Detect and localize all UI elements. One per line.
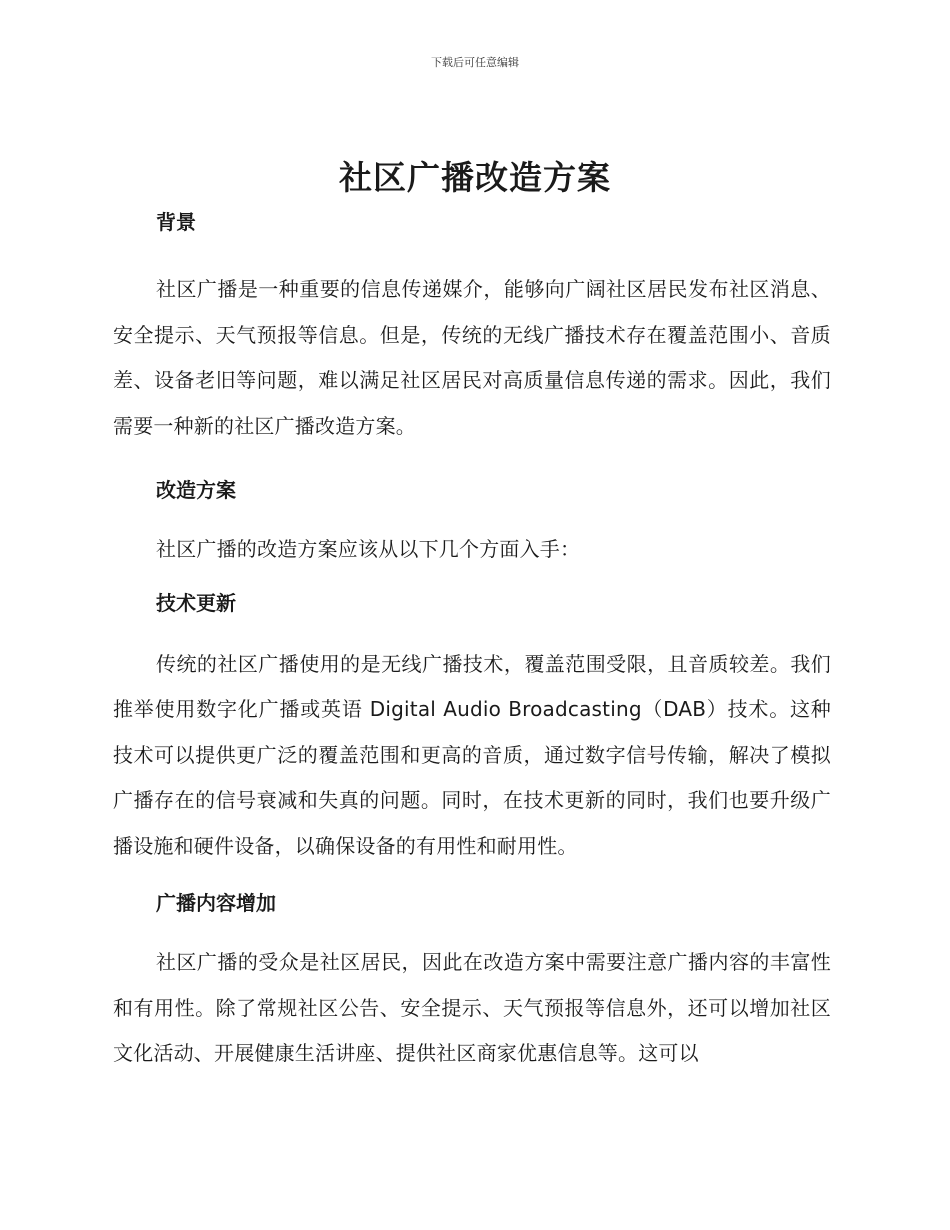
section-text-content-increase: 社区广播的受众是社区居民，因此在改造方案中需要注意广播内容的丰富性和有用性。除了常规社区公告、安全提示、天气预报等信息外，还可以增加社区文化活动、开展健康生活讲座、提供社区商家优惠信息等。这可以 — [113, 950, 831, 1065]
section-text-background: 社区广播是一种重要的信息传递媒介，能够向广阔社区居民发布社区消息、安全提示、天气预报等信息。但是，传统的无线广播技术存在覆盖范围小、音质差、设备老旧等问题，难以满足社区居民对高质量信息传递的需求。因此，我们需要一种新的社区广播改造方案。 — [113, 277, 831, 438]
section-heading-content-increase: 广播内容增加 — [156, 891, 276, 915]
section-text-plan: 社区广播的改造方案应该从以下几个方面入手： — [156, 537, 581, 561]
section-heading-tech-update: 技术更新 — [156, 590, 236, 615]
section-heading-background: 背景 — [156, 210, 196, 234]
document-body — [113, 205, 831, 1077]
document-title: 社区广播改造方案 — [339, 158, 611, 197]
section-heading-plan: 改造方案 — [156, 478, 236, 502]
section-text-tech-update: 传统的社区广播使用的是无线广播技术，覆盖范围受限，且音质较差。我们推举使用数字化广播或英语 Digital Audio Broadcasting（DAB）技术。这种技术可以提供更广泛的覆盖范围和更高的音质，通过数字信号传输，解决了模拟广播存在的信号衰减和失真的问题。同时，在技术更新的同时，我们也要升级广播设施和硬件设备，以确保设备的有用性和耐用性。 — [113, 651, 831, 858]
header-note: 下载后可任意编辑 — [431, 56, 519, 69]
